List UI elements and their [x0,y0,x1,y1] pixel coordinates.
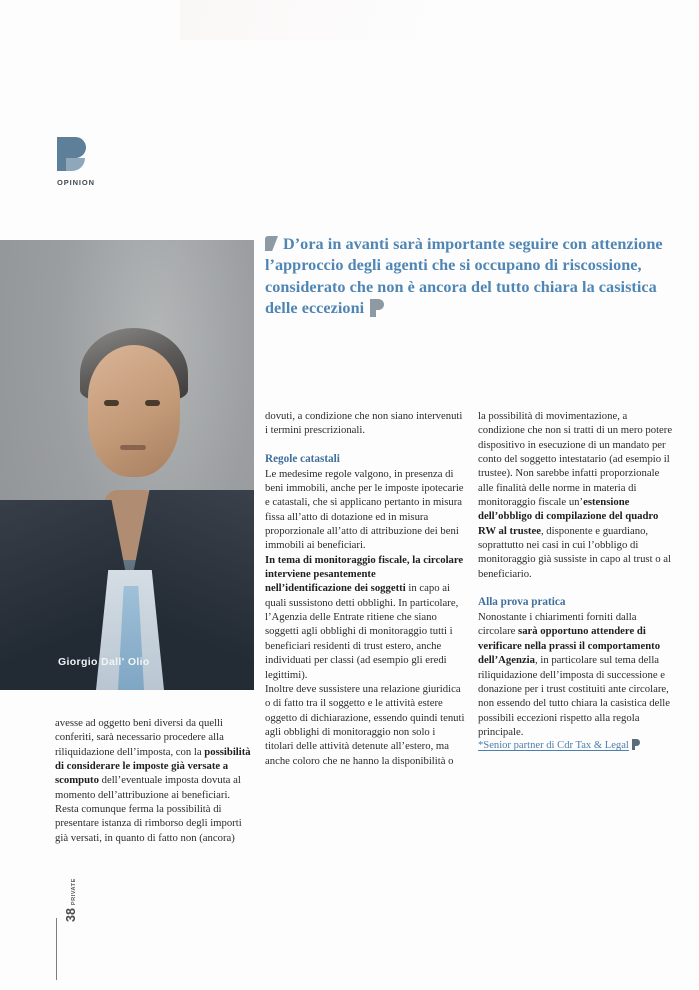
page-number: 38 [64,908,78,922]
end-of-article-icon [632,739,640,750]
text-run: in capo ai quali sussistono detti obblighi. In particolare, l’Agenzia delle Entrate ritiene che siano soggetti agli obblighi di monitoraggio tutti i beneficiari residenti di trust estero, anche individuati per classi (ad esempio gli eredi legittimi). [265,582,459,681]
photo-caption: Giorgio Dall' Olio [58,656,150,668]
photo-eye-left [104,400,119,406]
body-column-middle [265,409,465,768]
body-column-left [55,716,251,845]
section-brand [57,137,147,187]
quote-mark-logo-icon [57,137,93,171]
footnote-text: *Senior partner di Cdr Tax & Legal [478,740,629,752]
paragraph: Le medesime regole valgono, in presenza di beni immobili, anche per le imposte ipotecarie e catastali, che si applicano pertanto in misura fissa all’atto di dotazione ed in misura proporzionale all’atto di attribuzione dei beni immobili ai beneficiari. [265,467,464,552]
publication-name: PRIVATE [71,878,77,906]
paragraph [478,610,674,739]
author-footnote[interactable] [478,739,674,753]
section-label: OPINION [57,178,95,187]
text-run-bold: estensione dell’obbligo di compilazione del quadro RW al trustee [478,496,659,537]
photo-eye-right [145,400,160,406]
close-quote-icon [370,299,384,317]
pull-quote [265,234,690,319]
text-run: , disponente e guardiano, soprattutto nei casi in cui l’obbligo di monitoraggio già sussiste in capo al trust o al beneficiario. [478,524,671,580]
photo-face [88,345,180,477]
text-run-bold: In tema di monitoraggio fiscale, la circolare interviene pesantemente nell’identificazione dei soggetti [265,553,464,595]
body-column-right [478,409,674,754]
folio-rule [56,918,57,980]
folio-text [64,878,78,922]
open-quote-icon [265,236,278,251]
text-run: la possibilità di movimentazione, a condizione che non si tratti di un mero potere dispositivo in esecuzione di un mandato per conto del soggetto intestatario (ad esempio il trustee). Non sarebbe infatti proporzionale alle finalità delle norme in materia di monitoraggio fiscale un’ [478,410,673,509]
text-run: dell’eventuale imposta dovuta al momento dell’attribuzione ai beneficiari. [55,774,241,801]
text-run-bold: sarà opportuno attendere di verificare nella prassi il comportamento dell’Agenzia [478,625,661,667]
paragraph: Resta comunque ferma la possibilità di presentare istanza di rimborso degli importi già versati, in quanto di fatto non (ancora) [55,803,242,844]
scan-tint [180,0,600,40]
paragraph-gap [478,581,674,595]
paragraph: dovuti, a condizione che non siano intervenuti i termini prescrizionali. [265,410,463,437]
text-run-bold: possibilità di considerare le imposte già versate a scomputo [55,745,251,787]
paragraph [478,409,674,581]
text-run: , in particolare sul tema della riliquidazione dell’imposta di successione e donazione per i trust costituiti ante circolare, non essendo del tutto chiara la casistica delle possibili eccezioni rispetto alla regola principale. [478,654,671,738]
portrait-photo [0,240,254,690]
photo-mouth [120,445,146,450]
paragraph [55,716,251,802]
text-run: avesse ad oggetto beni diversi da quelli conferiti, sarà necessario procedere alla riliquidazione dell’imposta, con la [55,717,224,758]
paragraph [265,553,465,682]
pull-quote-text: D’ora in avanti sarà importante seguire con attenzione l’approccio degli agenti che si occupano di riscossione, considerato che non è ancora del tutto chiara la casistica delle eccezioni [265,235,663,317]
paragraph: Inoltre deve sussistere una relazione giuridica o di fatto tra il soggetto e le attività estere oggetto di dichiarazione, essendo quindi tenuti agli obblighi di monitoraggio non solo i titolari delle attività detenute all’estero, ma anche coloro che ne hanno la disponibilità o [265,682,465,767]
section-heading-regole-catastali: Regole catastali [265,452,340,465]
text-run: Nonostante i chiarimenti forniti dalla circolare [478,611,637,638]
section-heading-alla-prova-pratica: Alla prova pratica [478,596,566,609]
paragraph-gap [265,438,465,452]
